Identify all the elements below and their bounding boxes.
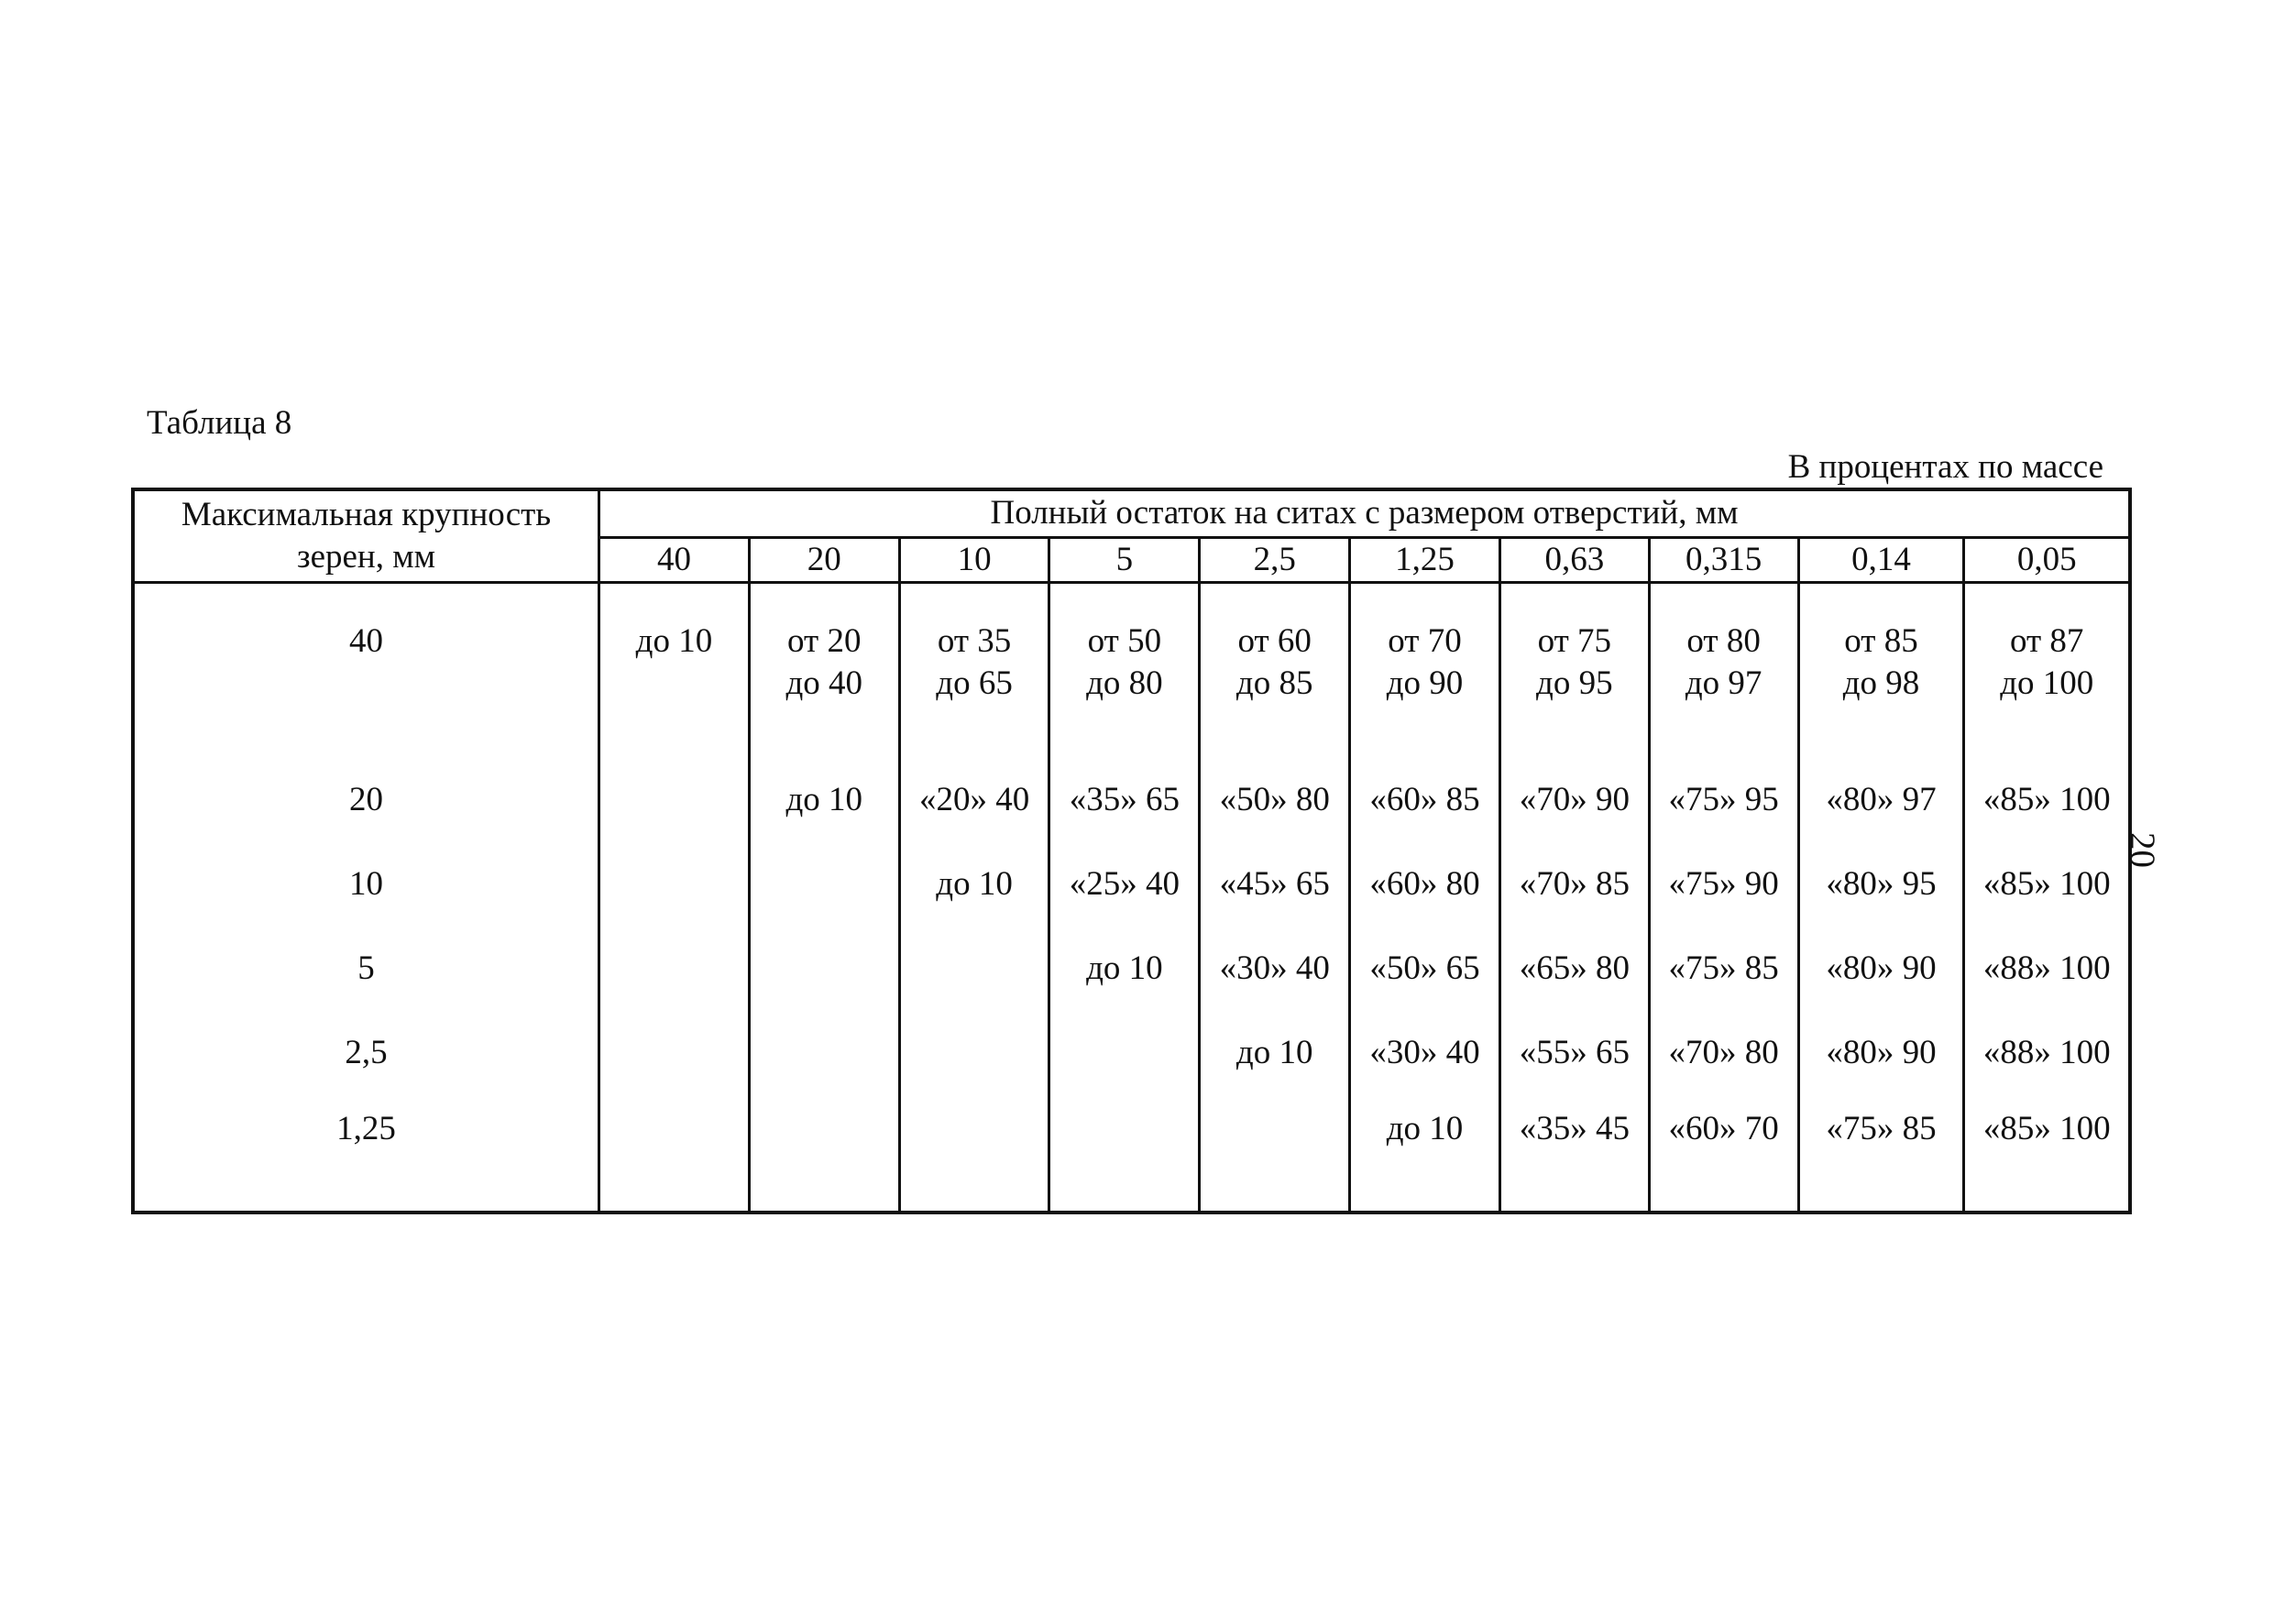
- residue-value: «75» 85: [1668, 949, 1779, 987]
- residue-cell: [1200, 582, 1350, 758]
- residue-value: «80» 97: [1826, 780, 1937, 818]
- residue-cell: [1350, 1011, 1500, 1095]
- residue-cell: [1964, 842, 2130, 927]
- residue-value: от 80: [1686, 621, 1761, 660]
- residue-cell: [1499, 1011, 1649, 1095]
- sieve-size-header: 10: [899, 537, 1049, 582]
- residue-value: «75» 90: [1668, 864, 1779, 903]
- residue-cell: [1649, 1011, 1798, 1095]
- sieve-size-header: 1,25: [1350, 537, 1500, 582]
- residue-cell: [749, 758, 899, 842]
- residue-value: до 95: [1536, 664, 1613, 702]
- residue-value: «85» 100: [1982, 864, 2111, 903]
- residue-cell: [1964, 1011, 2130, 1095]
- residue-cell: [1049, 927, 1200, 1011]
- residue-value: «88» 100: [1982, 1033, 2111, 1071]
- residue-cell: [1049, 842, 1200, 927]
- residue-cell: [1798, 1011, 1964, 1095]
- sieve-size-header: 40: [599, 537, 750, 582]
- residue-value: «85» 100: [1982, 1109, 2111, 1147]
- residue-value: от 35: [937, 621, 1012, 660]
- residue-cell: [1499, 582, 1649, 758]
- group-header-cell: Полный остаток на ситах с размером отверстий, мм: [599, 489, 2130, 537]
- residue-value: от 70: [1388, 621, 1462, 660]
- residue-value: «45» 65: [1219, 864, 1330, 903]
- residue-cell: [1350, 1095, 1500, 1213]
- sieve-size-header: 0,14: [1798, 537, 1964, 582]
- units-note: В процентах по массе: [1787, 448, 2103, 486]
- residue-value: «50» 65: [1369, 949, 1480, 987]
- sieve-size-header: 0,315: [1649, 537, 1798, 582]
- residue-value: до 10: [1235, 1033, 1313, 1071]
- grain-size-cell: 40: [133, 582, 599, 758]
- residue-value: «30» 40: [1369, 1033, 1480, 1071]
- residue-cell: [1200, 758, 1350, 842]
- sieve-size-header: 0,05: [1964, 537, 2130, 582]
- residue-cell: [1798, 582, 1964, 758]
- sieve-size-header: 20: [749, 537, 899, 582]
- residue-cell: [749, 1095, 899, 1213]
- residue-value: до 85: [1235, 664, 1313, 702]
- residue-cell: [1350, 582, 1500, 758]
- residue-value: от 50: [1087, 621, 1162, 660]
- residue-value: «50» 80: [1219, 780, 1330, 818]
- residue-cell: [749, 842, 899, 927]
- residue-cell: [899, 758, 1049, 842]
- residue-value: «60» 85: [1369, 780, 1480, 818]
- residue-cell: [749, 582, 899, 758]
- residue-value: «80» 90: [1826, 1033, 1937, 1071]
- table-row: [133, 582, 2130, 758]
- residue-value: «20» 40: [918, 780, 1030, 818]
- residue-cell: [1049, 758, 1200, 842]
- sieve-size-header: 0,63: [1499, 537, 1649, 582]
- residue-cell: [1499, 927, 1649, 1011]
- sieve-residue-table: [131, 488, 2132, 1214]
- residue-cell: [1049, 1095, 1200, 1213]
- table-row: [133, 1095, 2130, 1213]
- residue-cell: [899, 927, 1049, 1011]
- residue-cell: [1649, 758, 1798, 842]
- residue-value: от 60: [1237, 621, 1312, 660]
- residue-cell: [1499, 842, 1649, 927]
- residue-cell: [749, 927, 899, 1011]
- residue-cell: [1499, 1095, 1649, 1213]
- residue-cell: [599, 1011, 750, 1095]
- residue-value: «80» 90: [1826, 949, 1937, 987]
- residue-cell: [1350, 842, 1500, 927]
- residue-cell: [1350, 927, 1500, 1011]
- residue-cell: [1649, 1095, 1798, 1213]
- residue-cell: [1798, 927, 1964, 1011]
- table-row: [133, 758, 2130, 842]
- residue-cell: [1964, 582, 2130, 758]
- table-body: [133, 582, 2130, 1213]
- residue-value: до 10: [1086, 949, 1163, 987]
- residue-cell: [599, 842, 750, 927]
- residue-cell: [1200, 842, 1350, 927]
- residue-cell: [1964, 927, 2130, 1011]
- residue-cell: [599, 582, 750, 758]
- residue-value: до 10: [635, 621, 713, 660]
- residue-cell: [899, 1095, 1049, 1213]
- residue-value: до 10: [1386, 1109, 1464, 1147]
- residue-cell: [1499, 758, 1649, 842]
- residue-cell: [899, 1011, 1049, 1095]
- residue-cell: [899, 842, 1049, 927]
- residue-value: от 20: [787, 621, 862, 660]
- residue-cell: [1049, 1011, 1200, 1095]
- residue-cell: [1649, 842, 1798, 927]
- table-row: [133, 927, 2130, 1011]
- residue-cell: [1649, 927, 1798, 1011]
- residue-value: «55» 65: [1519, 1033, 1630, 1071]
- residue-value: «30» 40: [1219, 949, 1330, 987]
- residue-cell: [899, 582, 1049, 758]
- residue-value: от 87: [2010, 621, 2084, 660]
- grain-size-cell: 10: [133, 842, 599, 927]
- residue-value: до 98: [1842, 664, 1920, 702]
- residue-cell: [1798, 842, 1964, 927]
- residue-value: «65» 80: [1519, 949, 1630, 987]
- residue-value: «70» 80: [1668, 1033, 1779, 1071]
- residue-value: «60» 70: [1668, 1109, 1779, 1147]
- grain-size-cell: 20: [133, 758, 599, 842]
- residue-cell: [1350, 758, 1500, 842]
- residue-cell: [599, 927, 750, 1011]
- table-row: [133, 1011, 2130, 1095]
- table-row: [133, 842, 2130, 927]
- residue-cell: [1200, 1011, 1350, 1095]
- residue-value: до 65: [936, 664, 1013, 702]
- residue-value: «25» 40: [1069, 864, 1180, 903]
- residue-cell: [749, 1011, 899, 1095]
- residue-value: до 97: [1685, 664, 1762, 702]
- residue-cell: [599, 758, 750, 842]
- residue-value: до 10: [785, 780, 863, 818]
- residue-value: «80» 95: [1826, 864, 1937, 903]
- residue-value: до 40: [785, 664, 863, 702]
- residue-cell: [1200, 1095, 1350, 1213]
- residue-value: «85» 100: [1982, 780, 2111, 818]
- grain-size-cell: 5: [133, 927, 599, 1011]
- sieve-size-header: 2,5: [1200, 537, 1350, 582]
- residue-value: «70» 90: [1519, 780, 1630, 818]
- residue-value: «88» 100: [1982, 949, 2111, 987]
- residue-value: от 85: [1844, 621, 1918, 660]
- residue-value: до 100: [2000, 664, 2094, 702]
- residue-value: «75» 85: [1826, 1109, 1937, 1147]
- table-caption: Таблица 8: [147, 404, 292, 442]
- residue-value: «35» 65: [1069, 780, 1180, 818]
- grain-size-cell: 2,5: [133, 1011, 599, 1095]
- residue-cell: [1964, 758, 2130, 842]
- residue-cell: [1798, 1095, 1964, 1213]
- residue-value: «60» 80: [1369, 864, 1480, 903]
- residue-cell: [1200, 927, 1350, 1011]
- residue-cell: [599, 1095, 750, 1213]
- residue-cell: [1649, 582, 1798, 758]
- residue-value: от 75: [1537, 621, 1612, 660]
- residue-cell: [1049, 582, 1200, 758]
- residue-cell: [1798, 758, 1964, 842]
- grain-size-cell: 1,25: [133, 1095, 599, 1213]
- row-header-cell: Максимальная крупность зерен, мм: [133, 489, 599, 582]
- residue-value: «70» 85: [1519, 864, 1630, 903]
- residue-value: «35» 45: [1519, 1109, 1630, 1147]
- sieve-size-header: 5: [1049, 537, 1200, 582]
- residue-value: «75» 95: [1668, 780, 1779, 818]
- residue-value: до 90: [1386, 664, 1464, 702]
- residue-value: до 10: [936, 864, 1013, 903]
- residue-cell: [1964, 1095, 2130, 1213]
- page-number: 20: [2123, 832, 2162, 868]
- residue-value: до 80: [1086, 664, 1163, 702]
